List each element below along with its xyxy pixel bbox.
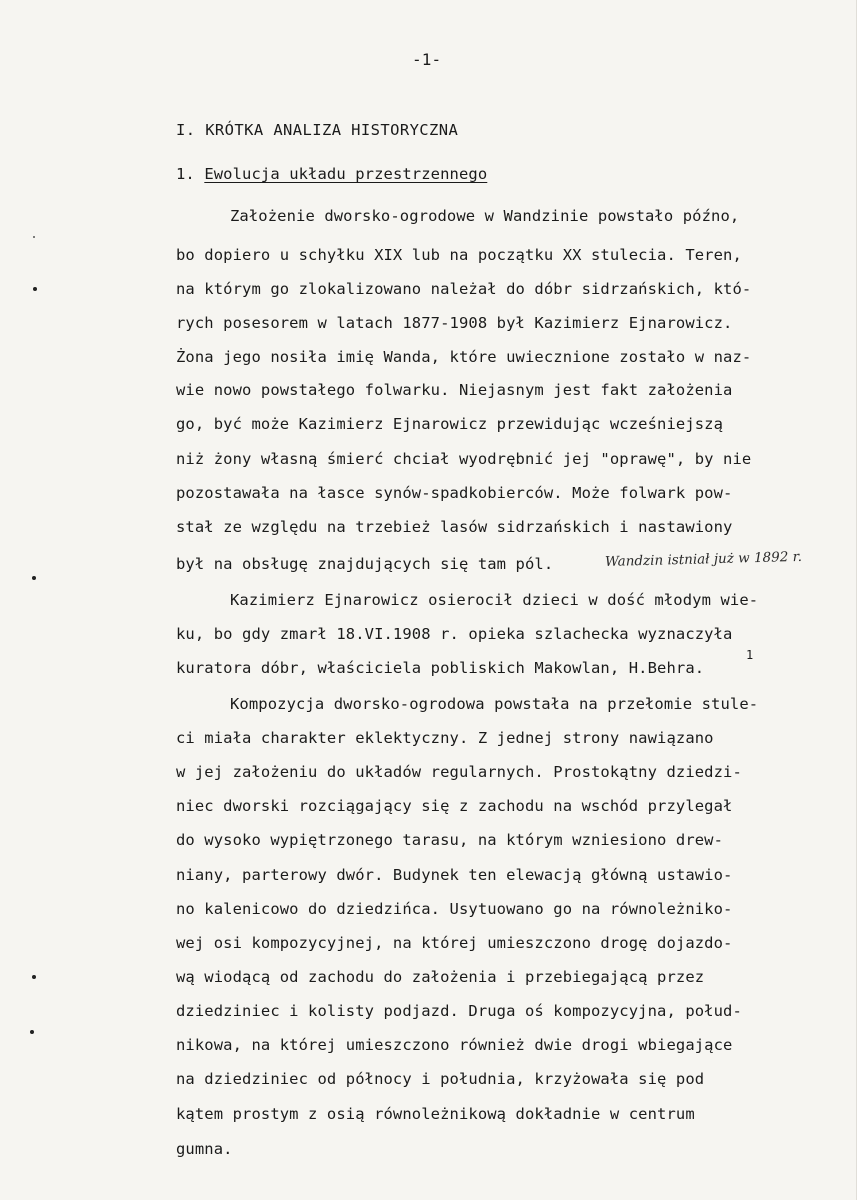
text-line: pozostawała na łasce synów-spadkobierców. Może folwark pow-	[176, 484, 733, 502]
text-line: wie nowo powstałego folwarku. Niejasnym jest fakt założenia	[176, 381, 733, 399]
section-heading	[176, 165, 487, 183]
text-line: Kazimierz Ejnarowicz osierocił dzieci w dość młodym wie-	[230, 591, 759, 609]
margin-dot	[32, 576, 36, 580]
margin-dot	[33, 287, 37, 291]
text-line: bo dopiero u schyłku XIX lub na początku XX stulecia. Teren,	[176, 246, 742, 264]
text-line: nikowa, na której umieszczono również dwie drogi wbiegające	[176, 1036, 733, 1054]
section-title: Ewolucja układu przestrzennego	[204, 165, 488, 183]
section-number: 1.	[176, 165, 195, 183]
text-line: Kompozycja dworsko-ogrodowa powstała na przełomie stule-	[230, 695, 759, 713]
text-line: niany, parterowy dwór. Budynek ten elewacją główną ustawio-	[176, 866, 733, 884]
chapter-heading: I. KRÓTKA ANALIZA HISTORYCZNA	[176, 121, 459, 139]
text-line: do wysoko wypiętrzonego tarasu, na którym wzniesiono drew-	[176, 831, 724, 849]
text-line: dziedziniec i kolisty podjazd. Druga oś kompozycyjna, połud-	[176, 1002, 742, 1020]
text-line: wą wiodącą od zachodu do założenia i przebiegającą przez	[176, 968, 705, 986]
text-line: na dziedziniec od północy i południa, krzyżowała się pod	[176, 1070, 705, 1088]
margin-mark	[33, 236, 35, 238]
text-line: wej osi kompozycyjnej, na której umieszczono drogę dojazdo-	[176, 934, 733, 952]
page-number: -1-	[412, 50, 442, 69]
text-line: ci miała charakter eklektyczny. Z jednej strony nawiązano	[176, 729, 714, 747]
text-line: Założenie dworsko-ogrodowe w Wandzinie powstało późno,	[230, 207, 740, 225]
text-line: w jej założeniu do układów regularnych. Prostokątny dziedzi-	[176, 763, 742, 781]
margin-dot	[32, 975, 36, 979]
text-line: gumna.	[176, 1140, 233, 1158]
text-line: na którym go zlokalizowano należał do dóbr sidrzańskich, któ-	[176, 280, 752, 298]
text-line: go, być może Kazimierz Ejnarowicz przewidując wcześniejszą	[176, 415, 724, 433]
footnote-mark: 1	[746, 648, 754, 662]
text-line: był na obsługę znajdujących się tam pól.	[176, 555, 554, 573]
text-line: niec dworski rozciągający się z zachodu na wschód przylegał	[176, 797, 733, 815]
text-line: Żona jego nosiła imię Wanda, które uwiecznione zostało w naz-	[176, 348, 752, 366]
text-line: ku, bo gdy zmarł 18.VI.1908 r. opieka szlachecka wyznaczyła	[176, 625, 733, 643]
margin-dot	[30, 1030, 34, 1034]
text-line: kątem prostym z osią równoleżnikową dokładnie w centrum	[176, 1105, 695, 1123]
text-line: niż żony własną śmierć chciał wyodrębnić jej "oprawę", by nie	[176, 450, 752, 468]
text-line: no kalenicowo do dziedzińca. Usytuowano go na równoleżniko-	[176, 900, 733, 918]
text-line: kuratora dóbr, właściciela pobliskich Makowlan, H.Behra.	[176, 659, 705, 677]
text-line: stał ze względu na trzebież lasów sidrzańskich i nastawiony	[176, 518, 733, 536]
handwritten-note: Wandzin istniał już w 1892 r.	[604, 548, 803, 570]
text-line: rych posesorem w latach 1877-1908 był Kazimierz Ejnarowicz.	[176, 314, 733, 332]
